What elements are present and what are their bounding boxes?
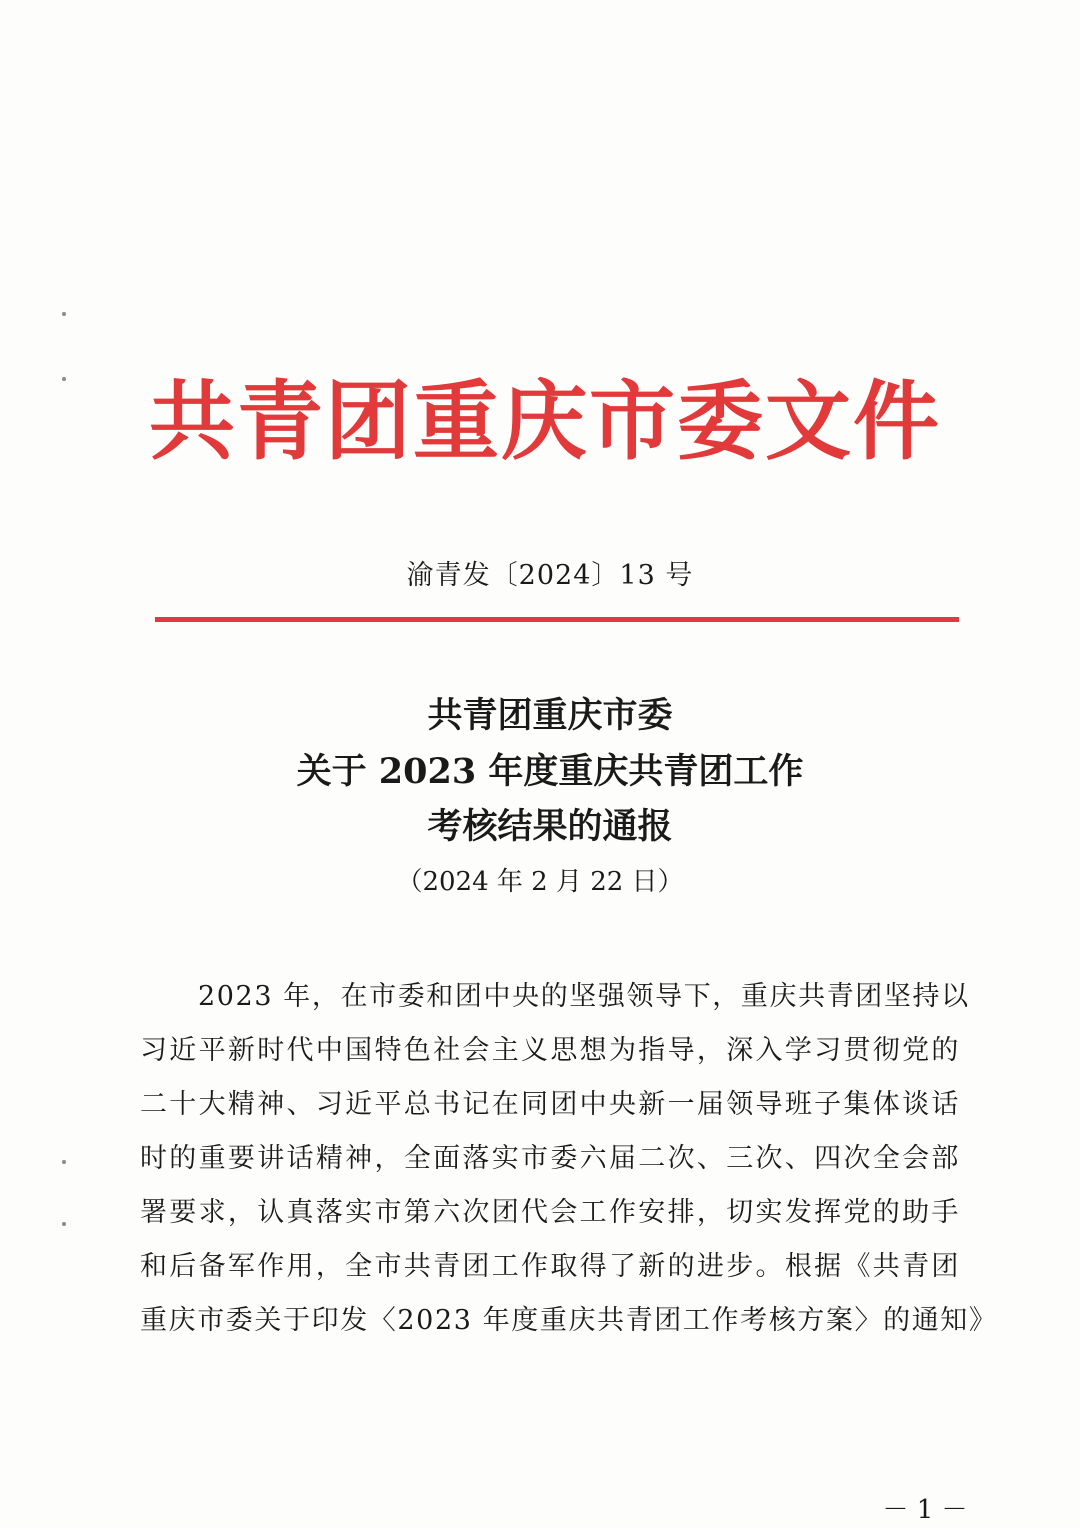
document-title-line-2: 关于 2023 年度重庆共青团工作 xyxy=(296,751,804,792)
document-title-line-1: 共青团重庆市委 xyxy=(427,695,673,736)
body-line: 习近平新时代中国特色社会主义思想为指导，深入学习贯彻党的 xyxy=(140,1035,960,1066)
body-line: 和后备军作用，全市共青团工作取得了新的进步。根据《共青团 xyxy=(140,1251,960,1282)
scan-speck xyxy=(62,312,66,316)
red-separator-rule xyxy=(155,617,959,622)
page-number: － 1 － xyxy=(882,1495,968,1525)
document-number: 渝青发〔2024〕13 号 xyxy=(406,560,694,591)
body-line: 二十大精神、习近平总书记在同团中央新一届领导班子集体谈话 xyxy=(140,1089,960,1120)
document-masthead: 共青团重庆市委文件 xyxy=(149,372,941,472)
document-title-line-3: 考核结果的通报 xyxy=(427,806,673,847)
scan-speck xyxy=(62,1222,66,1226)
document-body xyxy=(140,970,998,1348)
body-line: 2023 年，在市委和团中央的坚强领导下，重庆共青团坚持以 xyxy=(198,981,970,1012)
document-date: （2024 年 2 月 22 日） xyxy=(396,867,684,897)
body-line: 署要求，认真落实市第六次团代会工作安排，切实发挥党的助手 xyxy=(140,1197,960,1228)
scan-speck xyxy=(62,377,66,381)
body-line: 时的重要讲话精神，全面落实市委六届二次、三次、四次全会部 xyxy=(140,1143,960,1174)
scan-speck xyxy=(62,1160,66,1164)
body-line: 重庆市委关于印发〈2023 年度重庆共青团工作考核方案〉的通知》 xyxy=(140,1305,998,1336)
